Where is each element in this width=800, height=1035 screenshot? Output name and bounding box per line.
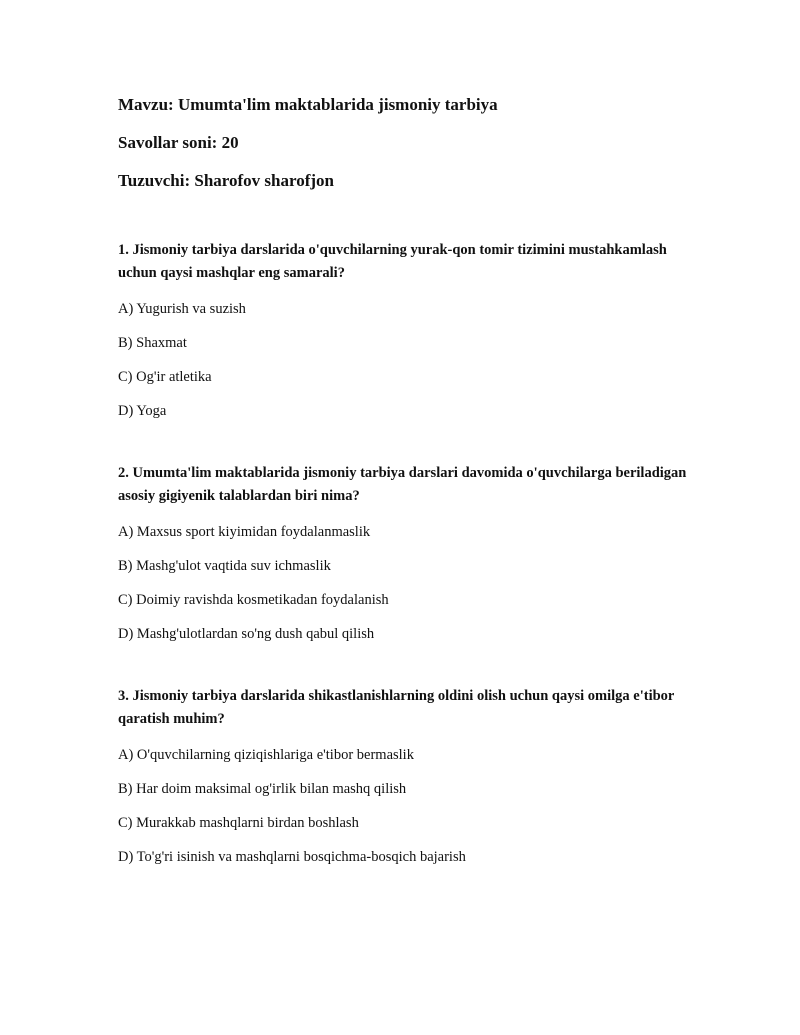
answer-option-d: D) Mashg'ulotlardan so'ng dush qabul qilish <box>118 626 375 642</box>
answer-option-d: D) To'g'ri isinish va mashqlarni bosqichma-bosqich bajarish <box>118 849 466 865</box>
answer-option-a: A) O'quvchilarning qiziqishlariga e'tibor bermaslik <box>118 747 414 763</box>
answer-option-b: B) Mashg'ulot vaqtida suv ichmaslik <box>118 558 331 574</box>
author-heading: Tuzuvchi: Sharofov sharofjon <box>118 171 335 190</box>
answer-option-b: B) Shaxmat <box>118 335 187 351</box>
answer-option-a: A) Maxsus sport kiyimidan foydalanmaslik <box>118 524 371 540</box>
answer-option-c: C) Murakkab mashqlarni birdan boshlash <box>118 815 359 831</box>
answer-option-d: D) Yoga <box>118 403 167 419</box>
topic-heading: Mavzu: Umumta'lim maktablarida jismoniy tarbiya <box>118 95 498 114</box>
answer-options <box>118 746 708 866</box>
answer-options <box>118 523 708 643</box>
question-count-heading: Savollar soni: 20 <box>118 133 239 152</box>
answer-option-b: B) Har doim maksimal og'irlik bilan mashq qilish <box>118 781 407 797</box>
question-text: 3. Jismoniy tarbiya darslarida shikastlanishlarning oldini olish uchun qaysi omilga e'tibor qaratish muhim? <box>118 688 675 727</box>
answer-option-c: C) Doimiy ravishda kosmetikadan foydalanish <box>118 592 389 608</box>
answer-option-a: A) Yugurish va suzish <box>118 301 246 317</box>
answer-option-c: C) Og'ir atletika <box>118 369 212 385</box>
question-text: 2. Umumta'lim maktablarida jismoniy tarbiya darslari davomida o'quvchilarga beriladigan asosiy gigiyenik talablardan biri nima? <box>118 465 687 504</box>
question-block-3 <box>118 685 708 866</box>
question-block-2 <box>118 462 708 643</box>
question-block-1 <box>118 239 708 420</box>
answer-options <box>118 300 708 420</box>
question-text: 1. Jismoniy tarbiya darslarida o'quvchilarning yurak-qon tomir tizimini mustahkamlash uchun qaysi mashqlar eng samarali? <box>118 242 667 281</box>
